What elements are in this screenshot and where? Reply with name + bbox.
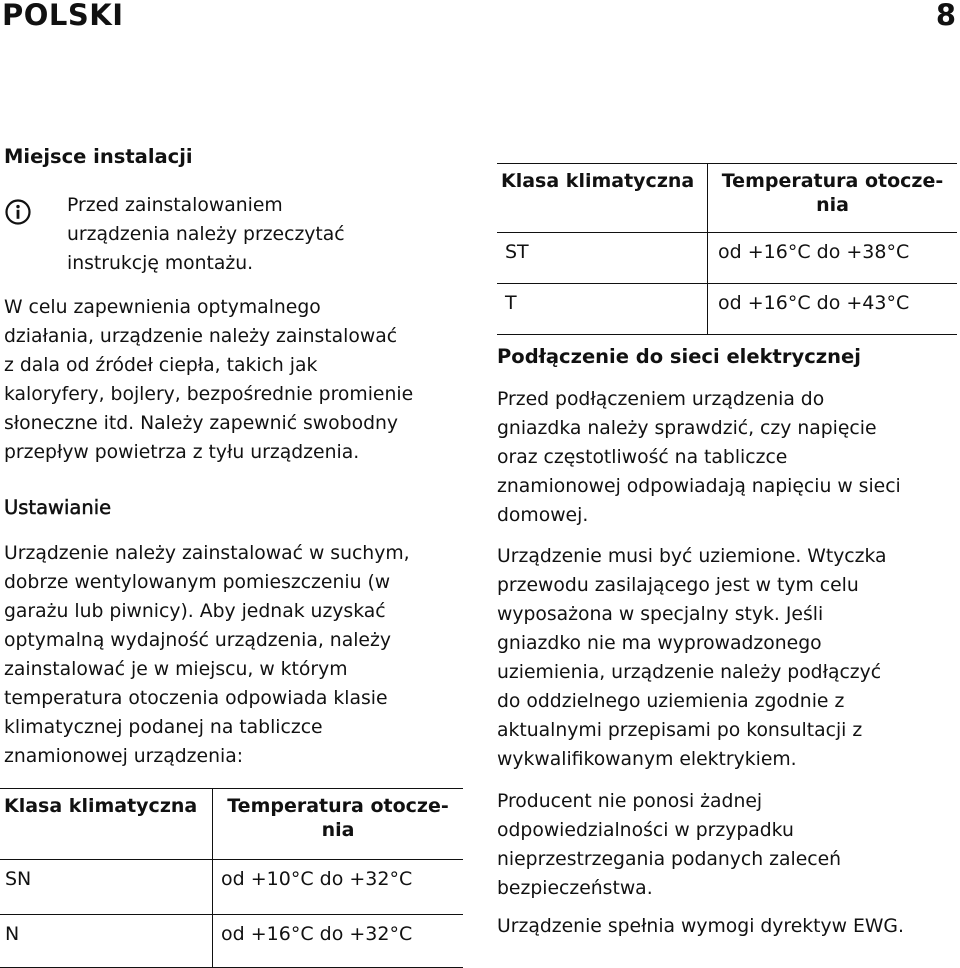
paragraph-grounding bbox=[497, 542, 887, 774]
cell-klasa: N bbox=[0, 915, 213, 968]
text-line: znamionowej odpowiadają napięciu w sieci bbox=[497, 476, 901, 497]
text-line: bezpieczeństwa. bbox=[497, 878, 653, 899]
info-icon bbox=[5, 199, 31, 225]
section-title-miejsce-instalacji: Miejsce instalacji bbox=[4, 145, 193, 168]
table-row bbox=[497, 284, 957, 335]
text-line: W celu zapewnienia optymalnego bbox=[4, 297, 321, 318]
cell-klasa: SN bbox=[0, 860, 213, 915]
text-line: działania, urządzenie należy zainstalować bbox=[4, 326, 398, 347]
page-header bbox=[0, 0, 960, 34]
table-header-row bbox=[0, 789, 463, 860]
text-line: dobrze wentylowanym pomieszczeniu (w bbox=[4, 572, 391, 593]
text-line: zainstalować je w miejscu, w którym bbox=[4, 659, 348, 680]
table-row bbox=[497, 233, 957, 284]
text-line: Urządzenie należy zainstalować w suchym, bbox=[4, 543, 410, 564]
text-line: gniazdko nie ma wyprowadzonego bbox=[497, 633, 822, 654]
cell-klasa: T bbox=[497, 284, 708, 335]
text-line: kaloryfery, bojlery, bezpośrednie promienie bbox=[4, 384, 414, 405]
text-line: aktualnymi przepisami po konsultacji z bbox=[497, 720, 863, 741]
text-line: urządzenia należy przeczytać bbox=[67, 224, 345, 245]
text-line: gniazdka należy sprawdzić, czy napięcie bbox=[497, 418, 877, 439]
cell-klasa: ST bbox=[497, 233, 708, 284]
text-line: garażu lub piwnicy). Aby jednak uzyskać bbox=[4, 601, 386, 622]
page-number: 8 bbox=[935, 0, 956, 32]
text-line: domowej. bbox=[497, 505, 589, 526]
table-row bbox=[0, 860, 463, 915]
climate-class-table-left bbox=[0, 788, 463, 968]
section-title-ustawianie: Ustawianie bbox=[4, 496, 112, 519]
paragraph-placement bbox=[4, 539, 410, 771]
paragraph-ewg bbox=[497, 912, 904, 941]
column-header-temperatura bbox=[708, 164, 958, 233]
header-line: nia bbox=[816, 194, 849, 216]
text-line: optymalną wydajność urządzenia, należy bbox=[4, 630, 391, 651]
text-line: wykwalifikowanym elektrykiem. bbox=[497, 749, 797, 770]
text-line: oraz częstotliwość na tabliczce bbox=[497, 447, 788, 468]
cell-temp: od +16°C do +43°C bbox=[718, 292, 910, 314]
climate-class-table-right bbox=[497, 163, 957, 335]
text-line: nieprzestrzegania podanych zaleceń bbox=[497, 849, 842, 870]
info-note bbox=[67, 191, 345, 278]
cell-temp: od +10°C do +32°C bbox=[221, 868, 413, 890]
table-header-row bbox=[497, 164, 957, 233]
text-line: przewodu zasilającego jest w tym celu bbox=[497, 575, 859, 596]
column-header-klasa: Klasa klimatyczna bbox=[497, 164, 708, 233]
text-line: Urządzenie musi być uziemione. Wtyczka bbox=[497, 546, 887, 567]
text-line: instrukcję montażu. bbox=[67, 253, 254, 274]
paragraph-electric-check bbox=[497, 385, 901, 530]
text-line: odpowiedzialności w przypadku bbox=[497, 820, 794, 841]
text-line: Przed podłączeniem urządzenia do bbox=[497, 389, 825, 410]
column-header-klasa: Klasa klimatyczna bbox=[0, 789, 213, 860]
cell-temp: od +16°C do +32°C bbox=[221, 923, 413, 945]
paragraph-liability bbox=[497, 787, 841, 903]
paragraph-installation bbox=[4, 293, 413, 467]
header-line: nia bbox=[321, 819, 355, 841]
column-header-temperatura bbox=[213, 789, 464, 860]
language-label: POLSKI bbox=[2, 0, 124, 32]
text-line: do oddzielnego uziemienia zgodnie z bbox=[497, 691, 845, 712]
text-line: słoneczne itd. Należy zapewnić swobodny bbox=[4, 413, 399, 434]
text-line: Przed zainstalowaniem bbox=[67, 195, 283, 216]
text-line: Producent nie ponosi żadnej bbox=[497, 791, 763, 812]
text-line: uziemienia, urządzenie należy podłączyć bbox=[497, 662, 882, 683]
table-row bbox=[0, 915, 463, 968]
text-line: Urządzenie spełnia wymogi dyrektyw EWG. bbox=[497, 916, 904, 937]
section-title-podlaczenie: Podłączenie do sieci elektrycznej bbox=[497, 345, 861, 368]
header-line: Temperatura otocze- bbox=[721, 170, 944, 192]
text-line: klimatycznej podanej na tabliczce bbox=[4, 717, 323, 738]
text-line: przepływ powietrza z tyłu urządzenia. bbox=[4, 442, 360, 463]
text-line: znamionowej urządzenia: bbox=[4, 746, 244, 767]
cell-temp: od +16°C do +38°C bbox=[718, 241, 910, 263]
header-line: Temperatura otocze- bbox=[227, 795, 449, 817]
text-line: wyposażona w specjalny styk. Jeśli bbox=[497, 604, 824, 625]
text-line: temperatura otoczenia odpowiada klasie bbox=[4, 688, 388, 709]
text-line: z dala od źródeł ciepła, takich jak bbox=[4, 355, 318, 376]
